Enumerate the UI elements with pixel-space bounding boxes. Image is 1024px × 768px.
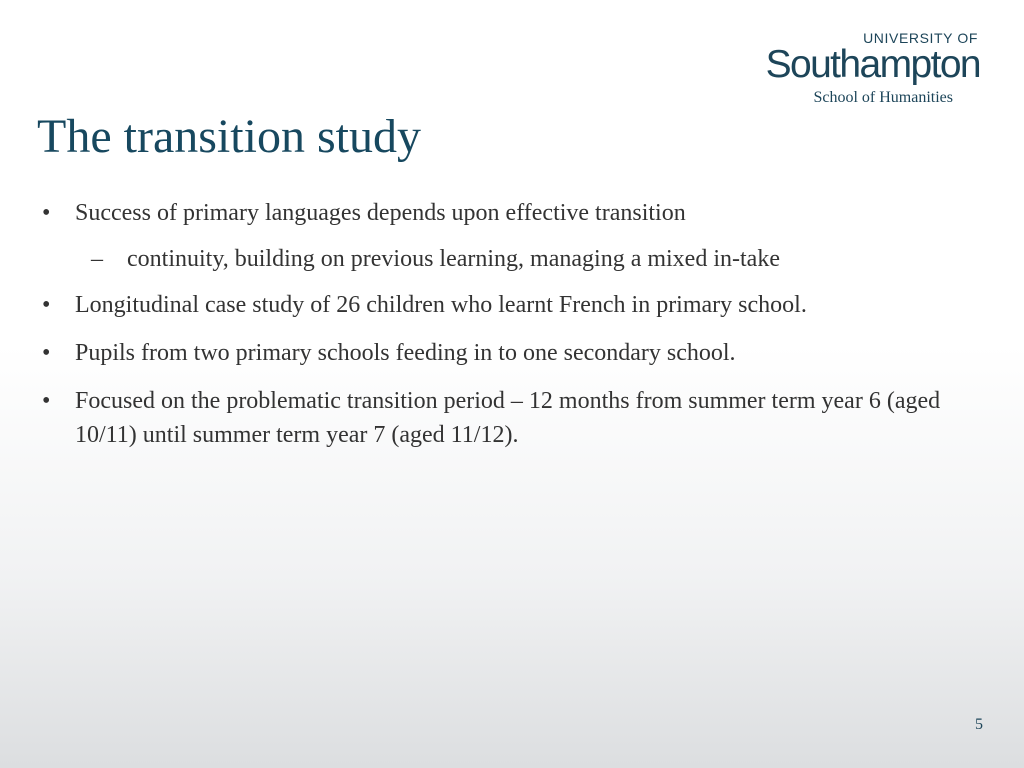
page-number: 5 [975, 716, 983, 733]
bullet-item: • Focused on the problematic transition period – 12 months from summer term year 6 (aged 10/11) until summer term year 7 (aged 11/12). [37, 384, 957, 452]
bullet-item: • Longitudinal case study of 26 children who learnt French in primary school. [37, 288, 957, 322]
logo-university-of: UNIVERSITY OF [863, 30, 978, 46]
bullet-item: • Success of primary languages depends upon effective transition [37, 196, 957, 230]
logo-southampton: Southampton [765, 43, 980, 86]
slide-content [37, 196, 957, 466]
slide-title: The transition study [37, 110, 421, 163]
sub-bullet-item [91, 244, 957, 274]
sub-bullet-list [37, 244, 957, 274]
sub-bullet-text: continuity, building on previous learning, managing a mixed in-take [127, 246, 780, 272]
bullet-item: • Pupils from two primary schools feeding in to one secondary school. [37, 336, 957, 370]
sub-bullet-dash: – [91, 246, 103, 272]
logo-school: School of Humanities [813, 89, 953, 106]
university-logo [766, 30, 980, 110]
